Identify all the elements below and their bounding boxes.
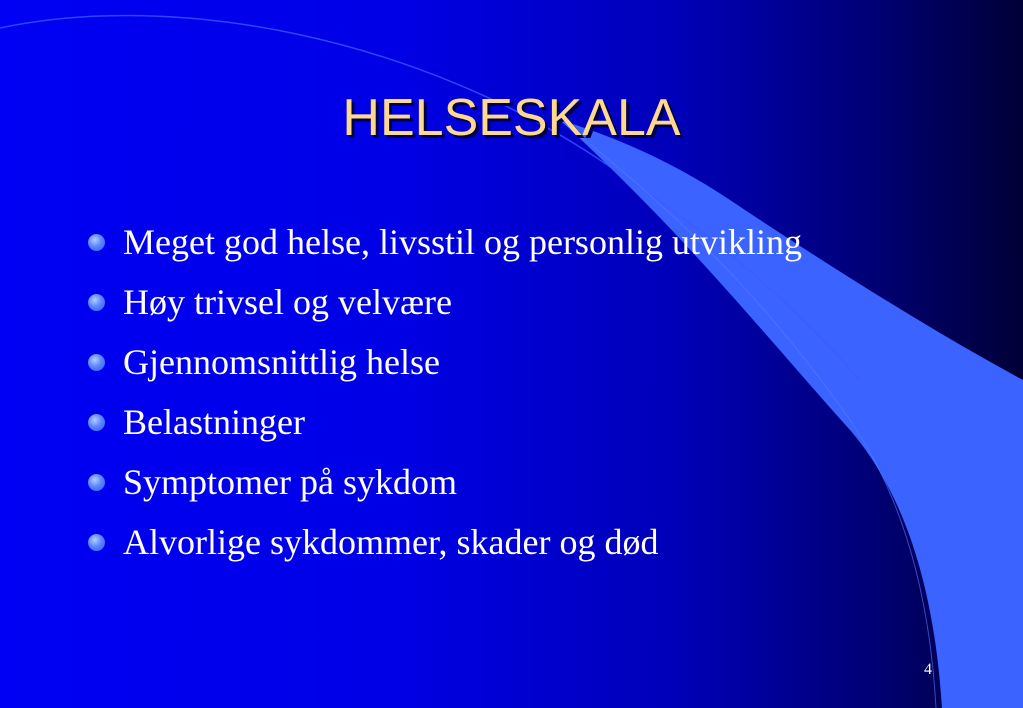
bullet-dot-icon: [88, 294, 105, 311]
bullet-item: [88, 452, 988, 512]
bullet-item: [88, 512, 988, 572]
bullet-text: Alvorlige sykdommer, skader og død: [123, 522, 659, 562]
bullet-dot-icon: [88, 534, 105, 551]
bullet-item: [88, 392, 988, 452]
bullet-text: Meget god helse, livsstil og personlig utvikling: [123, 222, 802, 262]
bullet-item: [88, 212, 988, 272]
bullet-list: [88, 212, 988, 572]
page-number: 4: [924, 661, 932, 678]
bullet-dot-icon: [88, 234, 105, 251]
bullet-text: Symptomer på sykdom: [123, 462, 457, 502]
slide-title: HELSESKALA: [342, 89, 681, 147]
bullet-dot-icon: [88, 474, 105, 491]
bullet-dot-icon: [88, 354, 105, 371]
bullet-text: Høy trivsel og velvære: [123, 282, 452, 322]
bullet-text: Gjennomsnittlig helse: [123, 342, 440, 382]
bullet-text: Belastninger: [123, 402, 305, 442]
bullet-dot-icon: [88, 414, 105, 431]
bullet-item: [88, 272, 988, 332]
bullet-item: [88, 332, 988, 392]
